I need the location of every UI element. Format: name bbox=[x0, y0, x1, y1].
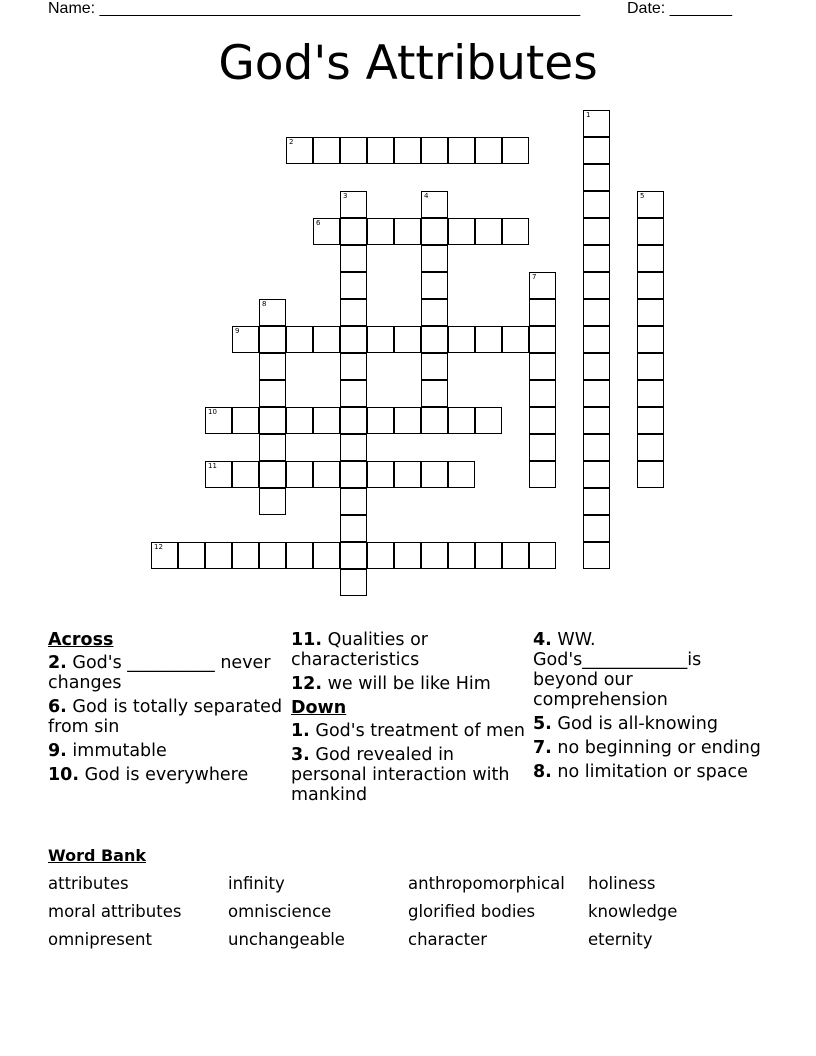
grid-cell[interactable] bbox=[394, 407, 421, 434]
grid-cell[interactable] bbox=[340, 272, 367, 299]
grid-cell[interactable] bbox=[529, 353, 556, 380]
word-bank-item: anthropomorphical bbox=[408, 874, 565, 893]
clue-number: 1. bbox=[291, 721, 310, 741]
grid-cell[interactable] bbox=[502, 137, 529, 164]
grid-cell[interactable] bbox=[637, 326, 664, 353]
clue-number: 7 bbox=[532, 273, 537, 281]
grid-cell[interactable] bbox=[583, 461, 610, 488]
word-bank-item: omniscience bbox=[228, 902, 332, 921]
clue bbox=[533, 714, 769, 734]
across-heading: Across bbox=[48, 630, 114, 650]
clue-text: God revealed in personal interaction with mankind bbox=[291, 745, 510, 805]
grid-cell[interactable] bbox=[529, 461, 556, 488]
clues-column-3 bbox=[533, 630, 769, 786]
grid-cell[interactable] bbox=[637, 461, 664, 488]
word-bank-item: eternity bbox=[588, 930, 653, 949]
date-field-label: Date: _______ bbox=[627, 0, 732, 17]
grid-cell[interactable] bbox=[367, 461, 394, 488]
clue-number: 4 bbox=[424, 192, 429, 200]
grid-cell[interactable] bbox=[421, 191, 448, 218]
clue-number: 2. bbox=[48, 653, 67, 673]
grid-cell[interactable] bbox=[394, 461, 421, 488]
grid-cell[interactable] bbox=[205, 407, 232, 434]
clue-number: 3. bbox=[291, 745, 310, 765]
grid-cell[interactable] bbox=[313, 542, 340, 569]
clue-number: 12. bbox=[291, 674, 323, 694]
grid-cell[interactable] bbox=[583, 542, 610, 569]
clue-number: 8. bbox=[533, 762, 552, 782]
grid-cell[interactable] bbox=[637, 299, 664, 326]
grid-cell[interactable] bbox=[313, 407, 340, 434]
grid-cell[interactable] bbox=[205, 542, 232, 569]
grid-cell[interactable] bbox=[637, 434, 664, 461]
grid-cell[interactable] bbox=[583, 272, 610, 299]
grid-cell[interactable] bbox=[421, 218, 448, 245]
grid-cell[interactable] bbox=[583, 380, 610, 407]
grid-cell[interactable] bbox=[583, 299, 610, 326]
name-field-label: Name: ______________________________________________________ bbox=[48, 0, 581, 17]
grid-cell[interactable] bbox=[232, 407, 259, 434]
clue-number: 10. bbox=[48, 765, 80, 785]
word-bank-item: glorified bodies bbox=[408, 902, 536, 921]
grid-cell[interactable] bbox=[448, 407, 475, 434]
clues-column-1 bbox=[48, 630, 284, 789]
grid-cell[interactable] bbox=[448, 542, 475, 569]
page-title: God's Attributes bbox=[218, 36, 598, 91]
clue-text: no limitation or space bbox=[557, 762, 748, 782]
clue-number: 11 bbox=[208, 462, 217, 470]
grid-cell[interactable] bbox=[421, 407, 448, 434]
grid-cell[interactable] bbox=[583, 218, 610, 245]
grid-cell[interactable] bbox=[286, 407, 313, 434]
word-bank-item: character bbox=[408, 930, 488, 949]
grid-cell[interactable] bbox=[583, 488, 610, 515]
grid-cell[interactable] bbox=[259, 461, 286, 488]
grid-cell[interactable] bbox=[529, 272, 556, 299]
grid-cell[interactable] bbox=[367, 407, 394, 434]
grid-cell[interactable] bbox=[340, 218, 367, 245]
grid-cell[interactable] bbox=[502, 542, 529, 569]
grid-cell[interactable] bbox=[286, 542, 313, 569]
grid-cell[interactable] bbox=[340, 299, 367, 326]
clue-number: 7. bbox=[533, 738, 552, 758]
grid-cell[interactable] bbox=[340, 380, 367, 407]
grid-cell[interactable] bbox=[475, 137, 502, 164]
clue-number: 5 bbox=[640, 192, 645, 200]
grid-cell[interactable] bbox=[340, 191, 367, 218]
clue-text: God's __________ never changes bbox=[48, 653, 271, 693]
grid-cell[interactable] bbox=[421, 542, 448, 569]
grid-cell[interactable] bbox=[421, 461, 448, 488]
clue-number: 8 bbox=[262, 300, 267, 308]
clue bbox=[533, 762, 769, 782]
grid-cell[interactable] bbox=[529, 380, 556, 407]
grid-cell[interactable] bbox=[313, 461, 340, 488]
clue bbox=[533, 630, 769, 710]
grid-cell[interactable] bbox=[502, 326, 529, 353]
grid-cell[interactable] bbox=[475, 542, 502, 569]
grid-cell[interactable] bbox=[313, 218, 340, 245]
grid-cell[interactable] bbox=[421, 380, 448, 407]
grid-cell[interactable] bbox=[340, 137, 367, 164]
clue bbox=[291, 745, 527, 805]
grid-cell[interactable] bbox=[205, 461, 232, 488]
grid-cell[interactable] bbox=[475, 218, 502, 245]
grid-cell[interactable] bbox=[583, 515, 610, 542]
word-bank-item: knowledge bbox=[588, 902, 678, 921]
grid-cell[interactable] bbox=[259, 353, 286, 380]
clue bbox=[48, 653, 284, 693]
clue-number: 9. bbox=[48, 741, 67, 761]
grid-cell[interactable] bbox=[340, 515, 367, 542]
grid-cell[interactable] bbox=[529, 299, 556, 326]
word-bank-item: omnipresent bbox=[48, 930, 152, 949]
clue-text: Qualities or characteristics bbox=[291, 630, 428, 670]
grid-cell[interactable] bbox=[340, 245, 367, 272]
clue bbox=[291, 674, 527, 694]
grid-cell[interactable] bbox=[259, 380, 286, 407]
clues-column-2 bbox=[291, 630, 527, 809]
word-bank-item: attributes bbox=[48, 874, 129, 893]
grid-cell[interactable] bbox=[583, 245, 610, 272]
clue bbox=[291, 721, 527, 741]
clue-number: 10 bbox=[208, 408, 217, 416]
grid-cell[interactable] bbox=[421, 137, 448, 164]
grid-cell[interactable] bbox=[529, 326, 556, 353]
down-heading: Down bbox=[291, 698, 347, 718]
clue-number: 12 bbox=[154, 543, 163, 551]
clue-text: God is all-knowing bbox=[557, 714, 718, 734]
grid-cell[interactable] bbox=[448, 218, 475, 245]
grid-cell[interactable] bbox=[583, 191, 610, 218]
grid-cell[interactable] bbox=[448, 461, 475, 488]
grid-cell[interactable] bbox=[340, 353, 367, 380]
clue bbox=[48, 697, 284, 737]
grid-cell[interactable] bbox=[340, 326, 367, 353]
grid-cell[interactable] bbox=[259, 488, 286, 515]
grid-cell[interactable] bbox=[340, 569, 367, 596]
clue bbox=[48, 741, 284, 761]
grid-cell[interactable] bbox=[421, 326, 448, 353]
clue-text: we will be like Him bbox=[327, 674, 491, 694]
clue bbox=[291, 630, 527, 670]
clue-number: 11. bbox=[291, 630, 323, 650]
grid-cell[interactable] bbox=[394, 137, 421, 164]
grid-cell[interactable] bbox=[637, 191, 664, 218]
grid-cell[interactable] bbox=[475, 326, 502, 353]
grid-cell[interactable] bbox=[583, 326, 610, 353]
grid-cell[interactable] bbox=[637, 380, 664, 407]
grid-cell[interactable] bbox=[259, 299, 286, 326]
grid-cell[interactable] bbox=[232, 461, 259, 488]
grid-cell[interactable] bbox=[313, 137, 340, 164]
grid-cell[interactable] bbox=[367, 137, 394, 164]
grid-cell[interactable] bbox=[340, 488, 367, 515]
grid-cell[interactable] bbox=[367, 542, 394, 569]
grid-cell[interactable] bbox=[583, 407, 610, 434]
grid-cell[interactable] bbox=[232, 542, 259, 569]
grid-cell[interactable] bbox=[394, 218, 421, 245]
grid-cell[interactable] bbox=[259, 542, 286, 569]
grid-cell[interactable] bbox=[394, 326, 421, 353]
clue-number: 6 bbox=[316, 219, 321, 227]
grid-cell[interactable] bbox=[340, 407, 367, 434]
grid-cell[interactable] bbox=[583, 137, 610, 164]
grid-cell[interactable] bbox=[367, 218, 394, 245]
clue-text: God is everywhere bbox=[84, 765, 249, 785]
word-bank-item: holiness bbox=[588, 874, 656, 893]
word-bank-title: Word Bank bbox=[48, 846, 147, 865]
grid-cell[interactable] bbox=[637, 218, 664, 245]
clue-number: 9 bbox=[235, 327, 240, 335]
clue-text: God is totally separated from sin bbox=[48, 697, 283, 737]
grid-cell[interactable] bbox=[421, 245, 448, 272]
grid-cell[interactable] bbox=[637, 407, 664, 434]
grid-cell[interactable] bbox=[583, 164, 610, 191]
grid-cell[interactable] bbox=[313, 326, 340, 353]
grid-cell[interactable] bbox=[340, 542, 367, 569]
grid-cell[interactable] bbox=[178, 542, 205, 569]
grid-cell[interactable] bbox=[448, 326, 475, 353]
grid-cell[interactable] bbox=[340, 461, 367, 488]
clue-number: 4. bbox=[533, 630, 552, 650]
clue-number: 2 bbox=[289, 138, 294, 146]
clue-number: 3 bbox=[343, 192, 348, 200]
grid-cell[interactable] bbox=[637, 272, 664, 299]
grid-cell[interactable] bbox=[421, 353, 448, 380]
grid-cell[interactable] bbox=[286, 326, 313, 353]
grid-cell[interactable] bbox=[583, 434, 610, 461]
grid-cell[interactable] bbox=[583, 353, 610, 380]
clue-number: 6. bbox=[48, 697, 67, 717]
clue-text: immutable bbox=[72, 741, 167, 761]
grid-cell[interactable] bbox=[583, 110, 610, 137]
word-bank-item: unchangeable bbox=[228, 930, 345, 949]
clue-text: God's treatment of men bbox=[315, 721, 525, 741]
clue bbox=[48, 765, 284, 785]
grid-cell[interactable] bbox=[475, 407, 502, 434]
grid-cell[interactable] bbox=[286, 137, 313, 164]
clue-text: WW. God's____________is beyond our comprehension bbox=[533, 630, 702, 710]
word-bank-item: infinity bbox=[228, 874, 285, 893]
grid-cell[interactable] bbox=[637, 245, 664, 272]
clue bbox=[533, 738, 769, 758]
grid-cell[interactable] bbox=[502, 218, 529, 245]
grid-cell[interactable] bbox=[448, 137, 475, 164]
grid-cell[interactable] bbox=[367, 326, 394, 353]
grid-cell[interactable] bbox=[232, 326, 259, 353]
grid-cell[interactable] bbox=[340, 434, 367, 461]
grid-cell[interactable] bbox=[421, 299, 448, 326]
clue-number: 5. bbox=[533, 714, 552, 734]
grid-cell[interactable] bbox=[151, 542, 178, 569]
word-bank-item: moral attributes bbox=[48, 902, 182, 921]
grid-cell[interactable] bbox=[637, 353, 664, 380]
grid-cell[interactable] bbox=[529, 407, 556, 434]
grid-cell[interactable] bbox=[259, 407, 286, 434]
grid-cell[interactable] bbox=[421, 272, 448, 299]
grid-cell[interactable] bbox=[259, 326, 286, 353]
clue-number: 1 bbox=[586, 111, 591, 119]
grid-cell[interactable] bbox=[529, 542, 556, 569]
grid-cell[interactable] bbox=[394, 542, 421, 569]
clue-text: no beginning or ending bbox=[557, 738, 761, 758]
grid-cell[interactable] bbox=[259, 434, 286, 461]
grid-cell[interactable] bbox=[529, 434, 556, 461]
grid-cell[interactable] bbox=[286, 461, 313, 488]
